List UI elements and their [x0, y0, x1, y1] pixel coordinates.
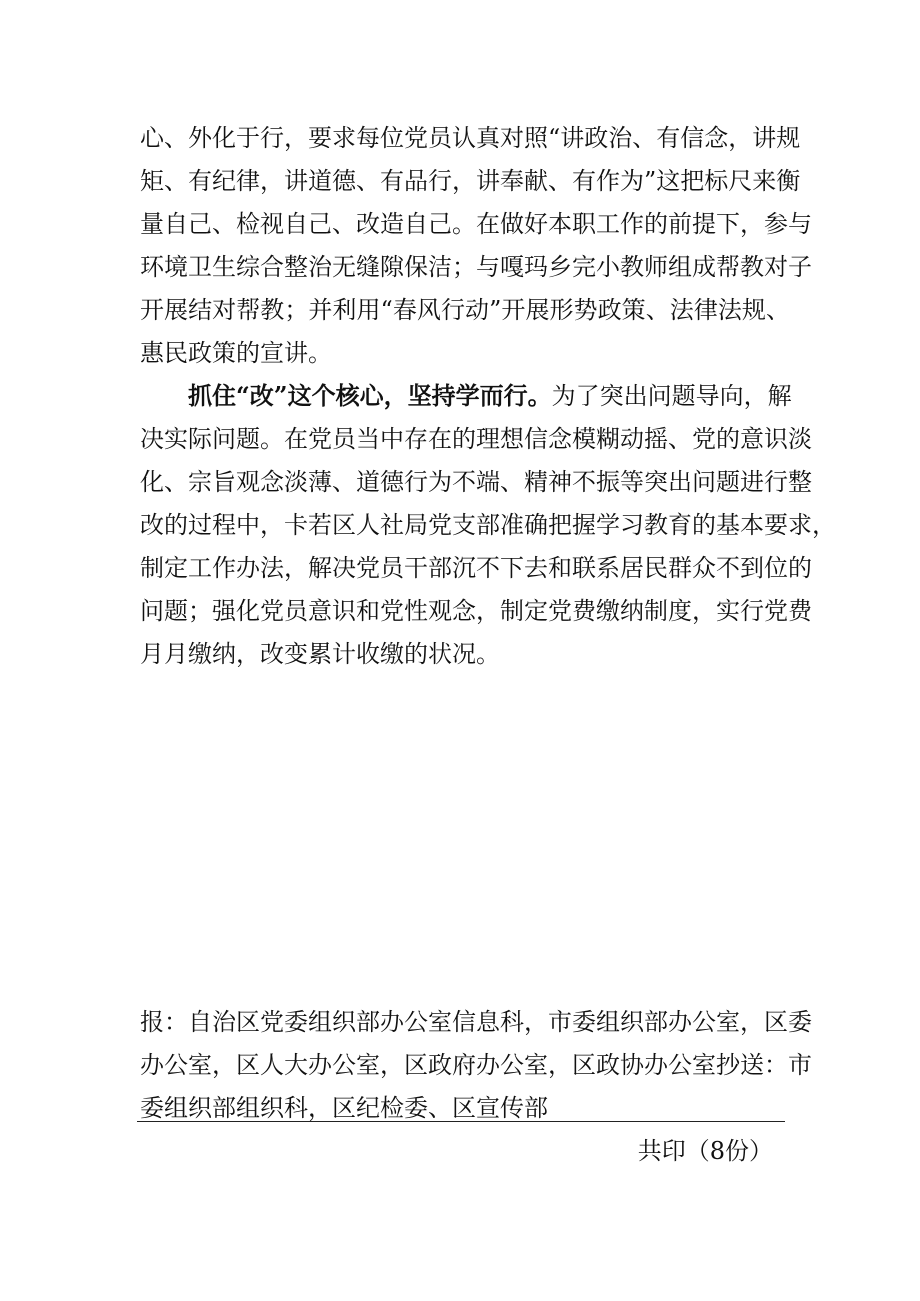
paragraph-1-line: 开展结对帮教；并利用“春风行动”开展形势政策、法律法规、 [140, 296, 790, 324]
paragraph-1-line: 惠民政策的宣讲。 [140, 339, 332, 367]
paragraph-2-line: 改的过程中，卡若区人社局党支部准确把握学习教育的基本要求， [140, 511, 836, 539]
paragraph-2-first-line-text: 为了突出问题导向，解 [551, 382, 792, 410]
paragraph-1-line: 矩、有纪律，讲道德、有品行，讲奉献、有作为”这把标尺来衡 [140, 167, 801, 195]
distribution-line: 委组织部组织科，区纪检委、区宣传部 [140, 1094, 548, 1122]
paragraph-2-first-line [188, 378, 790, 414]
paragraph-2-line: 化、宗旨观念淡薄、道德行为不端、精神不振等突出问题进行整 [140, 468, 812, 496]
print-copies: 共印（8份） [637, 1137, 773, 1165]
paragraph-2-line: 问题；强化党员意识和党性观念，制定党费缴纳制度，实行党费 [140, 597, 812, 625]
paragraph-2-line: 制定工作办法，解决党员干部沉不下去和联系居民群众不到位的 [140, 554, 812, 582]
paragraph-2-heading: 抓住“改”这个核心，坚持学而行。 [188, 381, 552, 410]
footer-divider [137, 1121, 785, 1122]
paragraph-1-line: 量自己、检视自己、改造自己。在做好本职工作的前提下，参与 [140, 210, 812, 238]
paragraph-2-line: 决实际问题。在党员当中存在的理想信念模糊动摇、党的意识淡 [140, 425, 812, 453]
paragraph-2-line: 月月缴纳，改变累计收缴的状况。 [140, 640, 500, 668]
paragraph-1-line: 心、外化于行，要求每位党员认真对照“讲政治、有信念，讲规 [140, 124, 801, 152]
paragraph-1-line: 环境卫生综合整治无缝隙保洁；与嘎玛乡完小教师组成帮教对子 [140, 253, 812, 281]
distribution-line: 办公室，区人大办公室，区政府办公室，区政协办公室抄送：市 [140, 1051, 812, 1079]
distribution-line: 报：自治区党委组织部办公室信息科，市委组织部办公室，区委 [140, 1008, 812, 1036]
